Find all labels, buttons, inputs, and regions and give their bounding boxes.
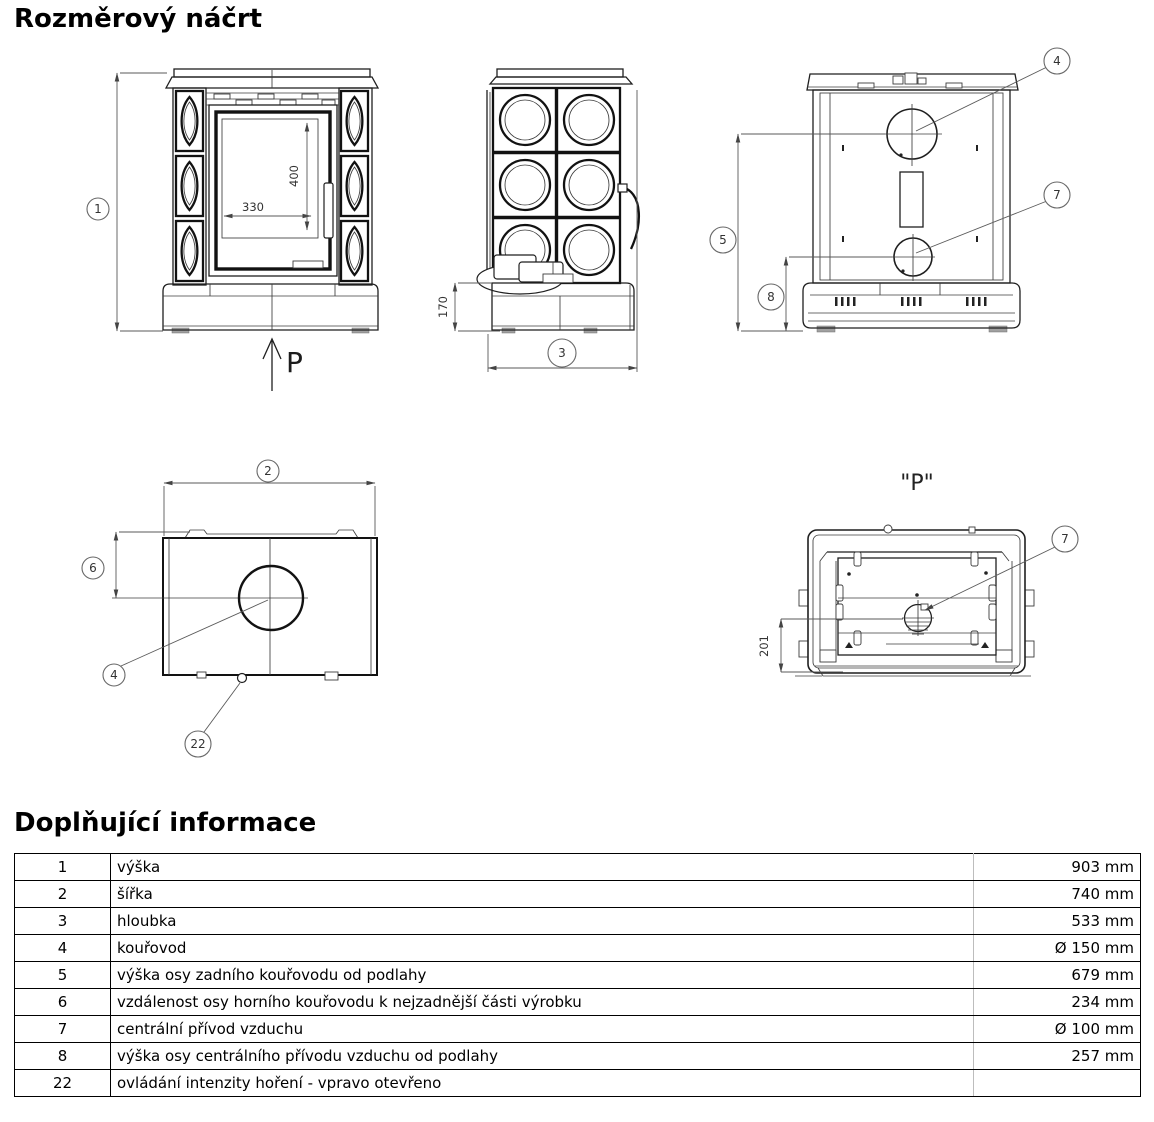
table-row <box>15 1043 1141 1070</box>
svg-text:4: 4 <box>110 668 118 683</box>
control-knob <box>238 674 247 683</box>
front-door <box>209 105 337 276</box>
dim-door-height-text: 400 <box>287 165 301 187</box>
row-label: ovládání intenzity hoření - vpravo otevřeno <box>111 1070 974 1097</box>
svg-text:8: 8 <box>767 290 775 305</box>
dim-flue-height <box>710 134 885 331</box>
svg-text:6: 6 <box>89 561 97 576</box>
front-tile-column-right <box>339 88 372 285</box>
dim-overall-height <box>87 73 167 331</box>
row-number: 22 <box>15 1070 111 1097</box>
table-row <box>15 854 1141 881</box>
row-label: hloubka <box>111 908 974 935</box>
rear-body <box>813 90 1010 283</box>
table-row <box>15 1016 1141 1043</box>
callout-control <box>185 683 240 757</box>
dim-door-height <box>287 123 307 230</box>
row-label: výška <box>111 854 974 881</box>
front-view <box>87 69 378 391</box>
row-label: výška osy centrálního přívodu vzduchu od podlahy <box>111 1043 974 1070</box>
info-table <box>14 853 1141 1097</box>
rear-air-opening <box>891 234 935 281</box>
row-number: 5 <box>15 962 111 989</box>
table-row <box>15 881 1141 908</box>
section-title: Doplňující informace <box>14 808 317 838</box>
row-value: 533 mm <box>974 908 1141 935</box>
bottom-view <box>757 471 1078 676</box>
door-handle <box>324 183 333 238</box>
front-cornice <box>166 69 378 88</box>
rear-slot <box>900 172 923 227</box>
row-number: 1 <box>15 854 111 881</box>
rear-flue-opening <box>882 104 942 166</box>
row-label: vzdálenost osy horního kouřovodu k nejzadnější části výrobku <box>111 989 974 1016</box>
rear-view <box>710 48 1070 332</box>
page-title: Rozměrový náčrt <box>14 4 263 34</box>
rear-base <box>803 283 1020 332</box>
row-label: centrální přívod vzduchu <box>111 1016 974 1043</box>
dim-width <box>164 460 375 536</box>
dim-door-width-text: 330 <box>242 200 264 214</box>
direction-arrow-p <box>263 339 303 391</box>
rear-vents <box>835 297 987 306</box>
dim-air-offset-text: 201 <box>757 635 771 657</box>
front-top-grille <box>206 93 339 105</box>
row-number: 4 <box>15 935 111 962</box>
row-value: 679 mm <box>974 962 1141 989</box>
rear-top-plate <box>807 73 1018 90</box>
row-number: 2 <box>15 881 111 908</box>
table-row <box>15 962 1141 989</box>
svg-text:5: 5 <box>719 233 727 248</box>
svg-text:7: 7 <box>1061 532 1069 547</box>
row-number: 6 <box>15 989 111 1016</box>
svg-text:3: 3 <box>558 346 566 361</box>
view-p-label: "P" <box>900 471 934 496</box>
row-number: 8 <box>15 1043 111 1070</box>
side-view <box>436 69 639 372</box>
table-row <box>15 908 1141 935</box>
svg-text:7: 7 <box>1053 188 1061 203</box>
row-label: kouřovod <box>111 935 974 962</box>
dim-air-height <box>758 257 892 331</box>
row-value: 903 mm <box>974 854 1141 881</box>
table-row <box>15 1070 1141 1097</box>
dim-air-offset <box>757 619 903 672</box>
dim-flue-offset <box>82 532 190 598</box>
front-base <box>163 284 378 333</box>
row-number: 3 <box>15 908 111 935</box>
callout-bottom-air <box>925 526 1078 610</box>
dim-base-height-text: 170 <box>436 296 450 318</box>
side-cornice <box>490 69 632 84</box>
bottom-body <box>795 525 1034 676</box>
top-view <box>82 460 377 757</box>
row-value <box>974 1070 1141 1097</box>
row-label: šířka <box>111 881 974 908</box>
row-value: 740 mm <box>974 881 1141 908</box>
bottom-air-opening <box>902 600 934 636</box>
table-row <box>15 989 1141 1016</box>
row-value: 234 mm <box>974 989 1141 1016</box>
row-value: 257 mm <box>974 1043 1141 1070</box>
front-tile-column-left <box>173 88 206 285</box>
top-cornice-edge <box>185 530 358 538</box>
svg-text:4: 4 <box>1053 54 1061 69</box>
dim-door-width <box>224 200 311 216</box>
svg-text:1: 1 <box>94 202 102 217</box>
svg-text:22: 22 <box>190 737 206 752</box>
row-value: Ø 100 mm <box>974 1016 1141 1043</box>
row-label: výška osy zadního kouřovodu od podlahy <box>111 962 974 989</box>
direction-label: P <box>286 346 303 379</box>
table-row <box>15 935 1141 962</box>
svg-text:2: 2 <box>264 464 272 479</box>
row-number: 7 <box>15 1016 111 1043</box>
side-tile-grid <box>493 88 620 283</box>
row-value: Ø 150 mm <box>974 935 1141 962</box>
